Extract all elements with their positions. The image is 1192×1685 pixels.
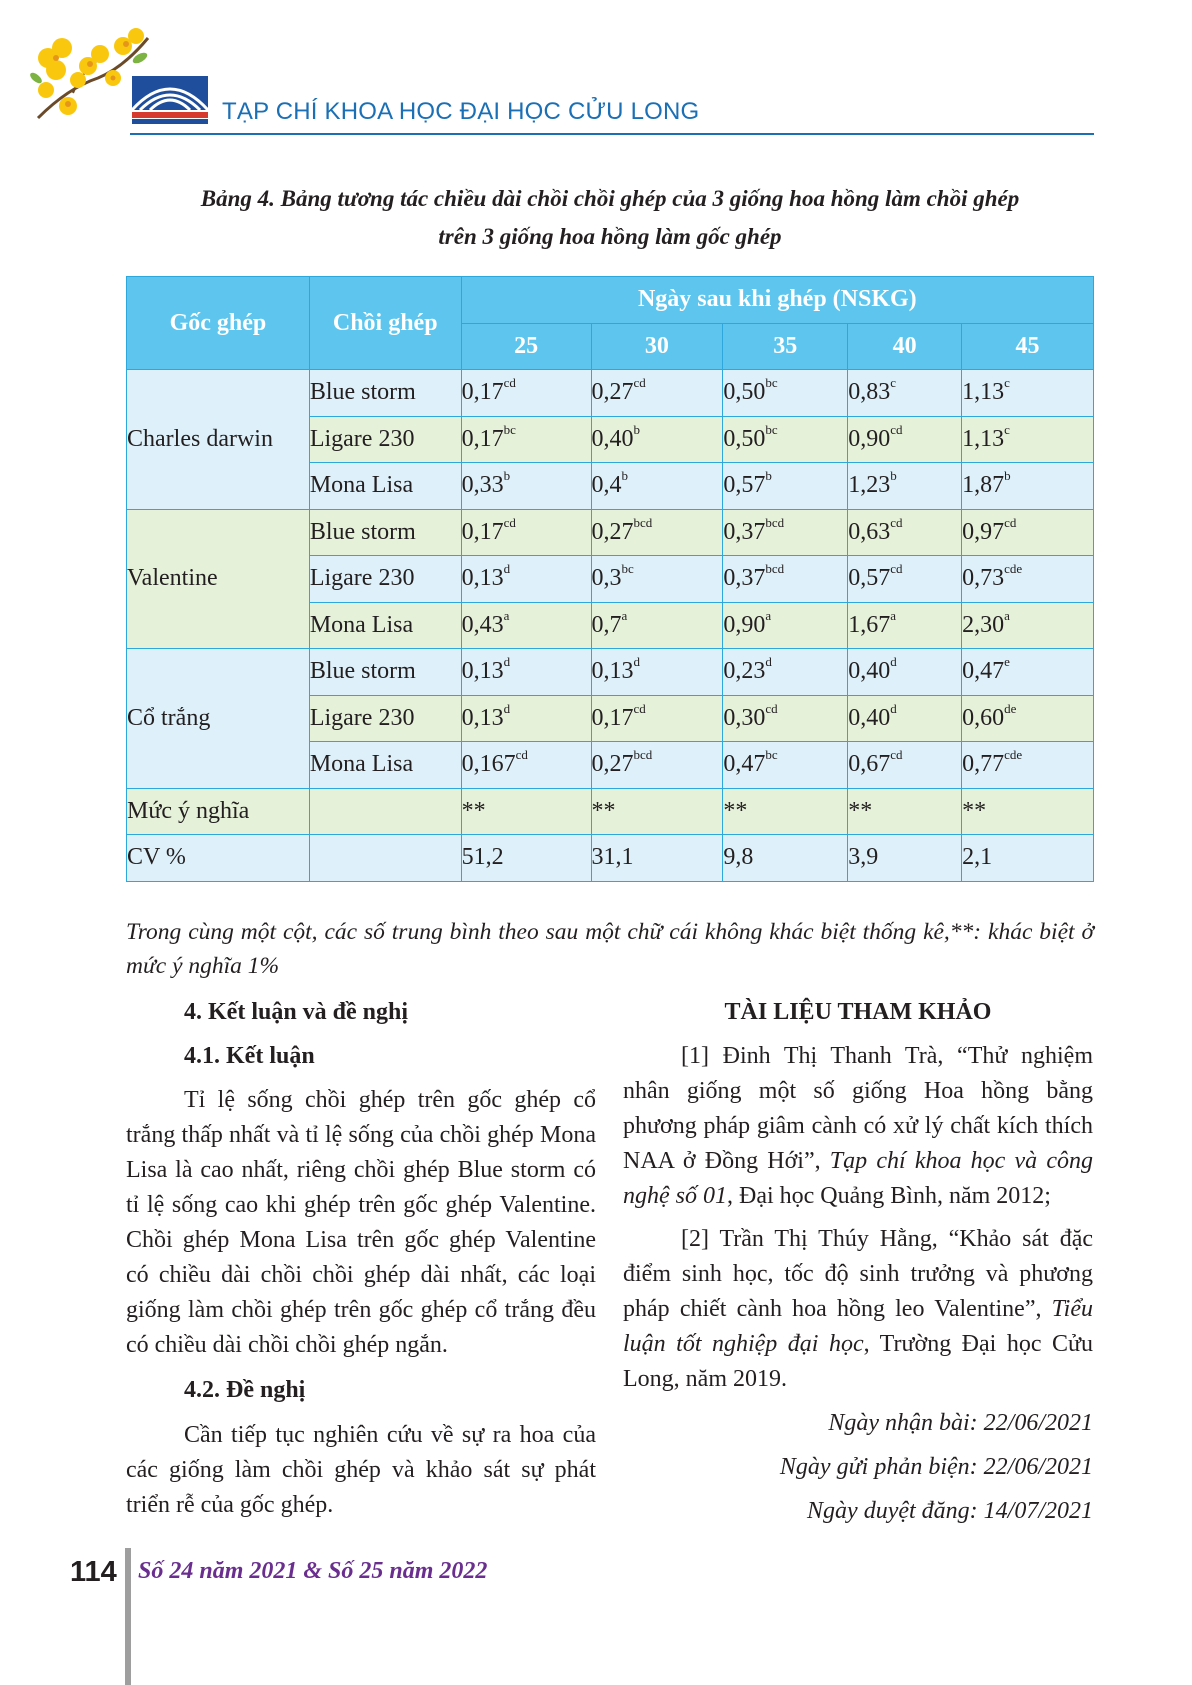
header-rule: [130, 133, 1094, 135]
value-cell: [591, 602, 723, 649]
value-cell: [962, 742, 1094, 789]
significance-label: Mức ý nghĩa: [127, 788, 310, 835]
scion-cell: Mona Lisa: [309, 463, 461, 510]
significance-letter: b: [503, 468, 511, 484]
significance-value: **: [591, 788, 723, 835]
scion-cell: Ligare 230: [309, 695, 461, 742]
section-heading: 4. Kết luận và đề nghị: [184, 999, 409, 1025]
value-number: 1,67: [848, 611, 891, 638]
caption-line-1: Bảng 4. Bảng tương tác chiều dài chồi chồi ghép của 3 giống hoa hồng làm chồi ghép: [200, 186, 1020, 211]
reference-text: [1] Đinh Thị Thanh Trà, “Thử nghiệm nhân giống một số giống Hoa hồng bằng phương pháp giâm cành có xử lý chất kích thích NAA ở Đồng Hới”,: [623, 1043, 1093, 1174]
value-number: 0,50: [723, 425, 766, 452]
value-cell: [723, 463, 848, 510]
significance-letter: cd: [503, 375, 516, 391]
value-number: 0,97: [962, 518, 1005, 545]
data-table: [126, 276, 1094, 882]
significance-value: **: [962, 788, 1094, 835]
significance-letter: b: [765, 468, 772, 484]
significance-letter: d: [503, 700, 511, 716]
value-number: 0,17: [461, 518, 504, 545]
subsection-heading-proposal: 4.2. Đề nghị: [184, 1377, 306, 1403]
header-day: 40: [848, 323, 962, 370]
rootstock-cell: Charles darwin: [127, 370, 310, 510]
scion-cell: Blue storm: [309, 370, 461, 417]
significance-letter: cd: [633, 700, 646, 716]
significance-letter: a: [1004, 607, 1010, 623]
empty-cell: [309, 835, 461, 882]
significance-letter: cd: [633, 375, 646, 391]
scion-cell: Blue storm: [309, 649, 461, 696]
value-number: 0,83: [848, 379, 891, 406]
table-note: Trong cùng một cột, các số trung bình theo sau một chữ cái không khác biệt thống kê,**: khác biệt ở mức ý nghĩa 1%: [126, 919, 1094, 979]
significance-letter: b: [621, 468, 628, 484]
value-number: 0,4: [591, 472, 622, 499]
significance-letter: bcd: [633, 514, 653, 530]
value-cell: [723, 509, 848, 556]
significance-value: **: [461, 788, 591, 835]
references-column: [623, 995, 1093, 1533]
value-cell: [723, 416, 848, 463]
value-number: 0,13: [461, 658, 504, 685]
header-rootstock: Gốc ghép: [127, 277, 310, 370]
table-row: [127, 509, 1094, 556]
value-cell: [848, 556, 962, 603]
significance-letter: de: [1004, 700, 1017, 716]
value-number: 0,167: [461, 751, 516, 778]
significance-letter: b: [1004, 468, 1011, 484]
reference-source: Tạp chí khoa học và công nghệ số 01: [623, 1148, 1094, 1209]
significance-letter: a: [765, 607, 772, 623]
significance-letter: c: [1004, 375, 1010, 391]
significance-letter: cd: [890, 514, 903, 530]
header-days: Ngày sau khi ghép (NSKG): [461, 277, 1093, 324]
value-cell: [848, 695, 962, 742]
significance-letter: b: [633, 421, 640, 437]
value-cell: [461, 602, 591, 649]
value-cell: [461, 463, 591, 510]
value-cell: [723, 742, 848, 789]
value-cell: [461, 649, 591, 696]
value-cell: [591, 649, 723, 696]
header-day: 35: [723, 323, 848, 370]
significance-row: [127, 788, 1094, 835]
table-caption: [128, 180, 1092, 256]
value-cell: [461, 416, 591, 463]
references-title: TÀI LIỆU THAM KHẢO: [724, 999, 992, 1025]
value-number: 1,13: [962, 425, 1005, 452]
value-cell: [723, 370, 848, 417]
value-number: 0,47: [723, 751, 766, 778]
date-accepted: Ngày duyệt đăng: 14/07/2021: [807, 1498, 1093, 1524]
page-header: [0, 0, 1192, 140]
value-cell: [962, 509, 1094, 556]
cv-label: CV %: [127, 835, 310, 882]
conclusion-column: [126, 995, 596, 1523]
scion-cell: Ligare 230: [309, 416, 461, 463]
value-number: 0,37: [723, 565, 766, 592]
header-day: 45: [962, 323, 1094, 370]
value-number: 0,17: [461, 425, 504, 452]
date-received: Ngày nhận bài: 22/06/2021: [828, 1410, 1093, 1436]
significance-letter: d: [503, 654, 511, 670]
value-number: 0,47: [962, 658, 1005, 685]
value-number: 0,60: [962, 704, 1005, 731]
significance-letter: b: [890, 468, 897, 484]
scion-cell: Blue storm: [309, 509, 461, 556]
significance-letter: cde: [1004, 747, 1023, 763]
significance-letter: d: [503, 561, 511, 577]
subsection-heading-conclusion: 4.1. Kết luận: [184, 1043, 315, 1069]
conclusion-paragraph: Tỉ lệ sống chồi ghép trên gốc ghép cổ trắng thấp nhất và tỉ lệ sống của chồi ghép Mona Lisa là cao nhất, riêng chồi ghép Blue storm có tỉ lệ sống cao khi ghép trên gốc ghép Valentine. Chồi ghép Mona Lisa trên gốc ghép Valentine có chiều dài chồi chồi ghép dài nhất, các loại giống làm chồi ghép trên gốc ghép cổ trắng đều có chiều dài chồi chồi ghép ngắn.: [126, 1087, 596, 1358]
scion-cell: Ligare 230: [309, 556, 461, 603]
significance-letter: c: [1004, 421, 1010, 437]
value-cell: [848, 416, 962, 463]
significance-letter: d: [633, 654, 640, 670]
value-number: 1,87: [962, 472, 1005, 499]
value-cell: [723, 649, 848, 696]
journal-title: TẠP CHÍ KHOA HỌC ĐẠI HỌC CỬU LONG: [222, 98, 700, 125]
value-number: 0,17: [591, 704, 634, 731]
value-number: 0,23: [723, 658, 766, 685]
reference-item: [623, 1039, 1093, 1214]
value-cell: [848, 509, 962, 556]
value-number: 0,73: [962, 565, 1005, 592]
significance-letter: a: [890, 607, 896, 623]
value-cell: [591, 556, 723, 603]
value-number: 0,40: [848, 704, 891, 731]
value-number: 0,90: [848, 425, 891, 452]
value-cell: [461, 556, 591, 603]
value-cell: [723, 602, 848, 649]
empty-cell: [309, 788, 461, 835]
value-cell: [461, 742, 591, 789]
value-number: 0,13: [591, 658, 634, 685]
significance-letter: bc: [621, 561, 634, 577]
reference-text: , Trường Đại học Cửu Long, năm 2019.: [623, 1331, 1093, 1392]
value-cell: [848, 602, 962, 649]
significance-letter: bcd: [765, 514, 785, 530]
university-logo: [130, 74, 210, 126]
value-cell: [848, 742, 962, 789]
significance-letter: a: [621, 607, 628, 623]
significance-letter: bcd: [633, 747, 653, 763]
value-cell: [962, 370, 1094, 417]
table-row: [127, 370, 1094, 417]
value-cell: [962, 463, 1094, 510]
footer-bar: [125, 1548, 131, 1685]
value-cell: [461, 509, 591, 556]
value-number: 0,3: [591, 565, 622, 592]
value-cell: [723, 695, 848, 742]
header-day: 25: [461, 323, 591, 370]
significance-value: **: [723, 788, 848, 835]
value-number: 0,40: [848, 658, 891, 685]
value-number: 0,13: [461, 704, 504, 731]
value-number: 0,63: [848, 518, 891, 545]
value-number: 0,40: [591, 425, 634, 452]
cv-value: 2,1: [962, 835, 1094, 882]
cv-value: 31,1: [591, 835, 723, 882]
reference-text: [2] Trần Thị Thúy Hằng, “Khảo sát đặc điểm sinh học, tốc độ sinh trưởng và phương pháp chiết cành hoa hồng leo Valentine”,: [623, 1226, 1093, 1322]
significance-letter: d: [890, 700, 897, 716]
reference-text: , Đại học Quảng Bình, năm 2012;: [727, 1183, 1051, 1209]
value-number: 0,67: [848, 751, 891, 778]
value-number: 1,13: [962, 379, 1005, 406]
significance-letter: d: [890, 654, 897, 670]
significance-letter: e: [1004, 654, 1010, 670]
value-cell: [962, 602, 1094, 649]
significance-letter: bc: [503, 421, 516, 437]
value-number: 0,27: [591, 751, 634, 778]
value-cell: [591, 695, 723, 742]
proposal-paragraph: Cần tiếp tục nghiên cứu về sự ra hoa của các giống làm chồi ghép và khảo sát sự phát triển rễ của gốc ghép.: [126, 1422, 596, 1518]
significance-letter: cd: [890, 747, 903, 763]
value-cell: [591, 416, 723, 463]
reference-item: [623, 1222, 1093, 1397]
value-cell: [962, 695, 1094, 742]
value-cell: [848, 370, 962, 417]
scion-cell: Mona Lisa: [309, 742, 461, 789]
value-cell: [461, 370, 591, 417]
significance-letter: cd: [515, 747, 528, 763]
significance-letter: bcd: [765, 561, 785, 577]
value-number: 0,27: [591, 379, 634, 406]
value-cell: [962, 416, 1094, 463]
value-number: 1,23: [848, 472, 891, 499]
value-cell: [591, 370, 723, 417]
table-row: [127, 649, 1094, 696]
value-number: 0,50: [723, 379, 766, 406]
significance-letter: cd: [503, 514, 516, 530]
significance-letter: c: [890, 375, 896, 391]
significance-letter: cd: [890, 421, 903, 437]
value-number: 0,77: [962, 751, 1005, 778]
caption-line-2: trên 3 giống hoa hồng làm gốc ghép: [438, 224, 782, 249]
significance-letter: a: [503, 607, 510, 623]
cv-value: 51,2: [461, 835, 591, 882]
significance-letter: cd: [890, 561, 903, 577]
significance-letter: cde: [1004, 561, 1023, 577]
significance-letter: bc: [765, 375, 778, 391]
rootstock-cell: Cổ trắng: [127, 649, 310, 789]
cv-row: [127, 835, 1094, 882]
value-number: 0,37: [723, 518, 766, 545]
value-number: 0,13: [461, 565, 504, 592]
value-number: 0,17: [461, 379, 504, 406]
cv-value: 3,9: [848, 835, 962, 882]
value-cell: [723, 556, 848, 603]
value-cell: [591, 509, 723, 556]
value-cell: [591, 742, 723, 789]
value-cell: [962, 649, 1094, 696]
value-cell: [962, 556, 1094, 603]
value-cell: [848, 649, 962, 696]
significance-letter: cd: [765, 700, 778, 716]
issue-label: Số 24 năm 2021 & Số 25 năm 2022: [138, 1558, 488, 1584]
value-number: 0,57: [848, 565, 891, 592]
value-number: 0,57: [723, 472, 766, 499]
value-number: 2,30: [962, 611, 1005, 638]
value-number: 0,43: [461, 611, 504, 638]
significance-letter: bc: [765, 747, 778, 763]
cv-value: 9,8: [723, 835, 848, 882]
value-number: 0,30: [723, 704, 766, 731]
value-cell: [848, 463, 962, 510]
value-cell: [461, 695, 591, 742]
significance-letter: bc: [765, 421, 778, 437]
value-cell: [591, 463, 723, 510]
significance-letter: d: [765, 654, 772, 670]
scion-cell: Mona Lisa: [309, 602, 461, 649]
value-number: 0,33: [461, 472, 504, 499]
rootstock-cell: Valentine: [127, 509, 310, 649]
value-number: 0,90: [723, 611, 766, 638]
value-number: 0,7: [591, 611, 622, 638]
header-scion: Chồi ghép: [309, 277, 461, 370]
page-number: 114: [70, 1556, 117, 1588]
significance-letter: cd: [1004, 514, 1017, 530]
significance-value: **: [848, 788, 962, 835]
reference-source: Tiểu luận tốt nghiệp đại học: [623, 1296, 1093, 1357]
date-review: Ngày gửi phản biện: 22/06/2021: [779, 1454, 1093, 1480]
header-day: 30: [591, 323, 723, 370]
value-number: 0,27: [591, 518, 634, 545]
